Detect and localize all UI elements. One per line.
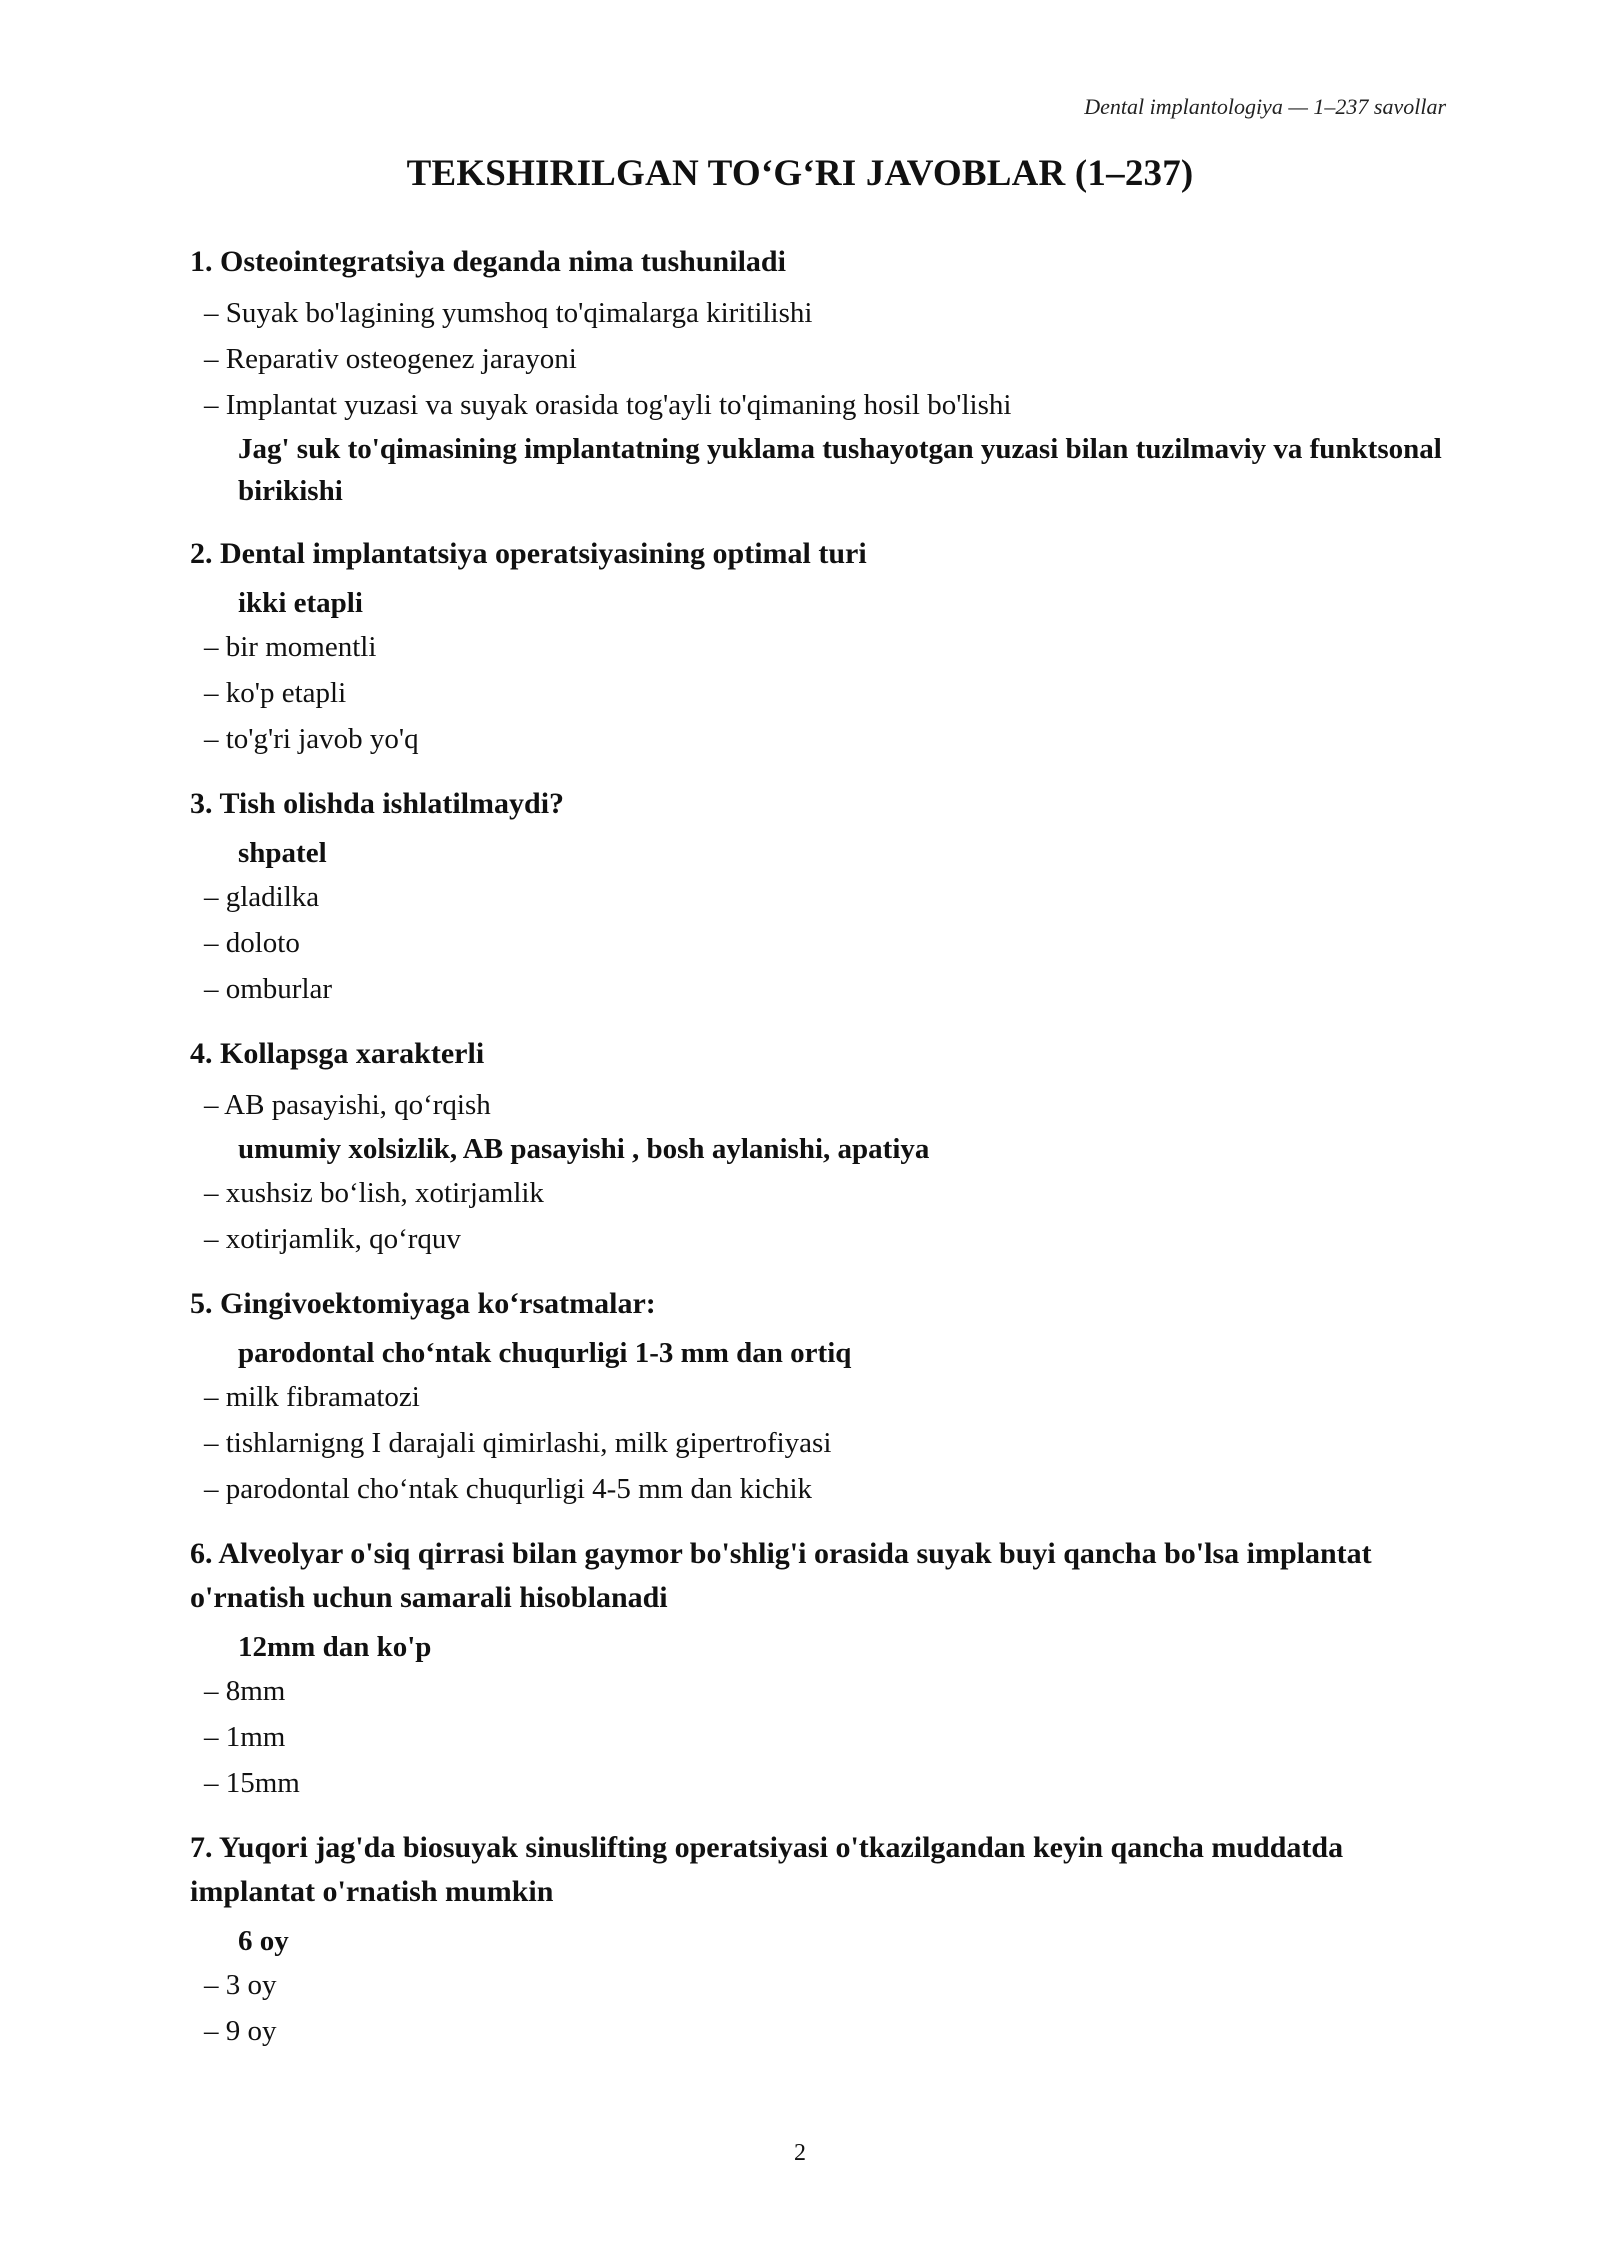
answer-option: – tishlarnigng I darajali qimirlashi, milk gipertrofiyasi [190, 1420, 1455, 1466]
document-title: TEKSHIRILGAN TO‘G‘RI JAVOBLAR (1–237) [406, 153, 1194, 194]
question-text: 7. Yuqori jag'da biosuyak sinuslifting operatsiyasi o'tkazilgandan keyin qancha muddatda implantat o'rnatish mumkin [190, 1831, 1344, 1908]
answer-option: – to'g'ri javob yo'q [190, 716, 1455, 762]
answer-option: – 15mm [190, 1760, 1455, 1806]
question-list [190, 240, 1455, 2074]
answer-option: – parodontal cho‘ntak chuqurligi 4-5 mm dan kichik [190, 1466, 1455, 1512]
answer-option: – milk fibramatozi [190, 1374, 1455, 1420]
question-block [190, 1826, 1455, 2054]
answer-option: – gladilka [190, 874, 1455, 920]
correct-answer: 12mm dan ko'p [238, 1631, 432, 1663]
answer-options [190, 832, 1455, 1012]
question-text: 5. Gingivoektomiyaga ko‘rsatmalar: [190, 1287, 656, 1320]
question-block [190, 1532, 1455, 1806]
answer-option: – omburlar [190, 966, 1455, 1012]
running-header: Dental implantologiya — 1–237 savollar [1084, 94, 1446, 119]
answer-options [190, 290, 1455, 512]
correct-answer: parodontal cho‘ntak chuqurligi 1-3 mm dan ortiq [238, 1337, 852, 1369]
answer-options [190, 1332, 1455, 1512]
page-number: 2 [794, 2140, 806, 2166]
question-block [190, 240, 1455, 512]
question-block [190, 782, 1455, 1012]
question-text: 2. Dental implantatsiya operatsiyasining optimal turi [190, 537, 867, 570]
correct-answer: ikki etapli [238, 587, 363, 619]
answer-option: – 3 oy [190, 1962, 1455, 2008]
question-text: 3. Tish olishda ishlatilmaydi? [190, 787, 565, 820]
answer-option: – Suyak bo'lagining yumshoq to'qimalarga kiritilishi [190, 290, 1455, 336]
answer-options [190, 582, 1455, 762]
answer-options [190, 1626, 1455, 1806]
correct-answer: shpatel [238, 837, 327, 869]
question-block [190, 532, 1455, 762]
question-text: 4. Kollapsga xarakterli [190, 1037, 485, 1070]
answer-option: – 1mm [190, 1714, 1455, 1760]
answer-option: – 9 oy [190, 2008, 1455, 2054]
correct-answer: Jag' suk to'qimasining implantatning yuklama tushayotgan yuzasi bilan tuzilmaviy va funktsonal birikishi [238, 433, 1442, 507]
answer-option: – 8mm [190, 1668, 1455, 1714]
question-text: 1. Osteointegratsiya deganda nima tushuniladi [190, 245, 786, 278]
answer-option: – ko'p etapli [190, 670, 1455, 716]
answer-option: – bir momentli [190, 624, 1455, 670]
answer-options [190, 1082, 1455, 1262]
question-text: 6. Alveolyar o'siq qirrasi bilan gaymor bo'shlig'i orasida suyak buyi qancha bo'lsa implantat o'rnatish uchun samarali hisoblanadi [190, 1537, 1372, 1614]
answer-options [190, 1920, 1455, 2054]
answer-option: – xushsiz bo‘lish, xotirjamlik [190, 1170, 1455, 1216]
answer-option: – AB pasayishi, qo‘rqish [190, 1082, 1455, 1128]
answer-option: – Implantat yuzasi va suyak orasida tog'ayli to'qimaning hosil bo'lishi [190, 382, 1455, 428]
answer-option: – Reparativ osteogenez jarayoni [190, 336, 1455, 382]
answer-option: – xotirjamlik, qo‘rquv [190, 1216, 1455, 1262]
answer-option: – doloto [190, 920, 1455, 966]
correct-answer: 6 oy [238, 1925, 289, 1957]
correct-answer: umumiy xolsizlik, AB pasayishi , bosh aylanishi, apatiya [238, 1133, 930, 1165]
question-block [190, 1282, 1455, 1512]
question-block [190, 1032, 1455, 1262]
